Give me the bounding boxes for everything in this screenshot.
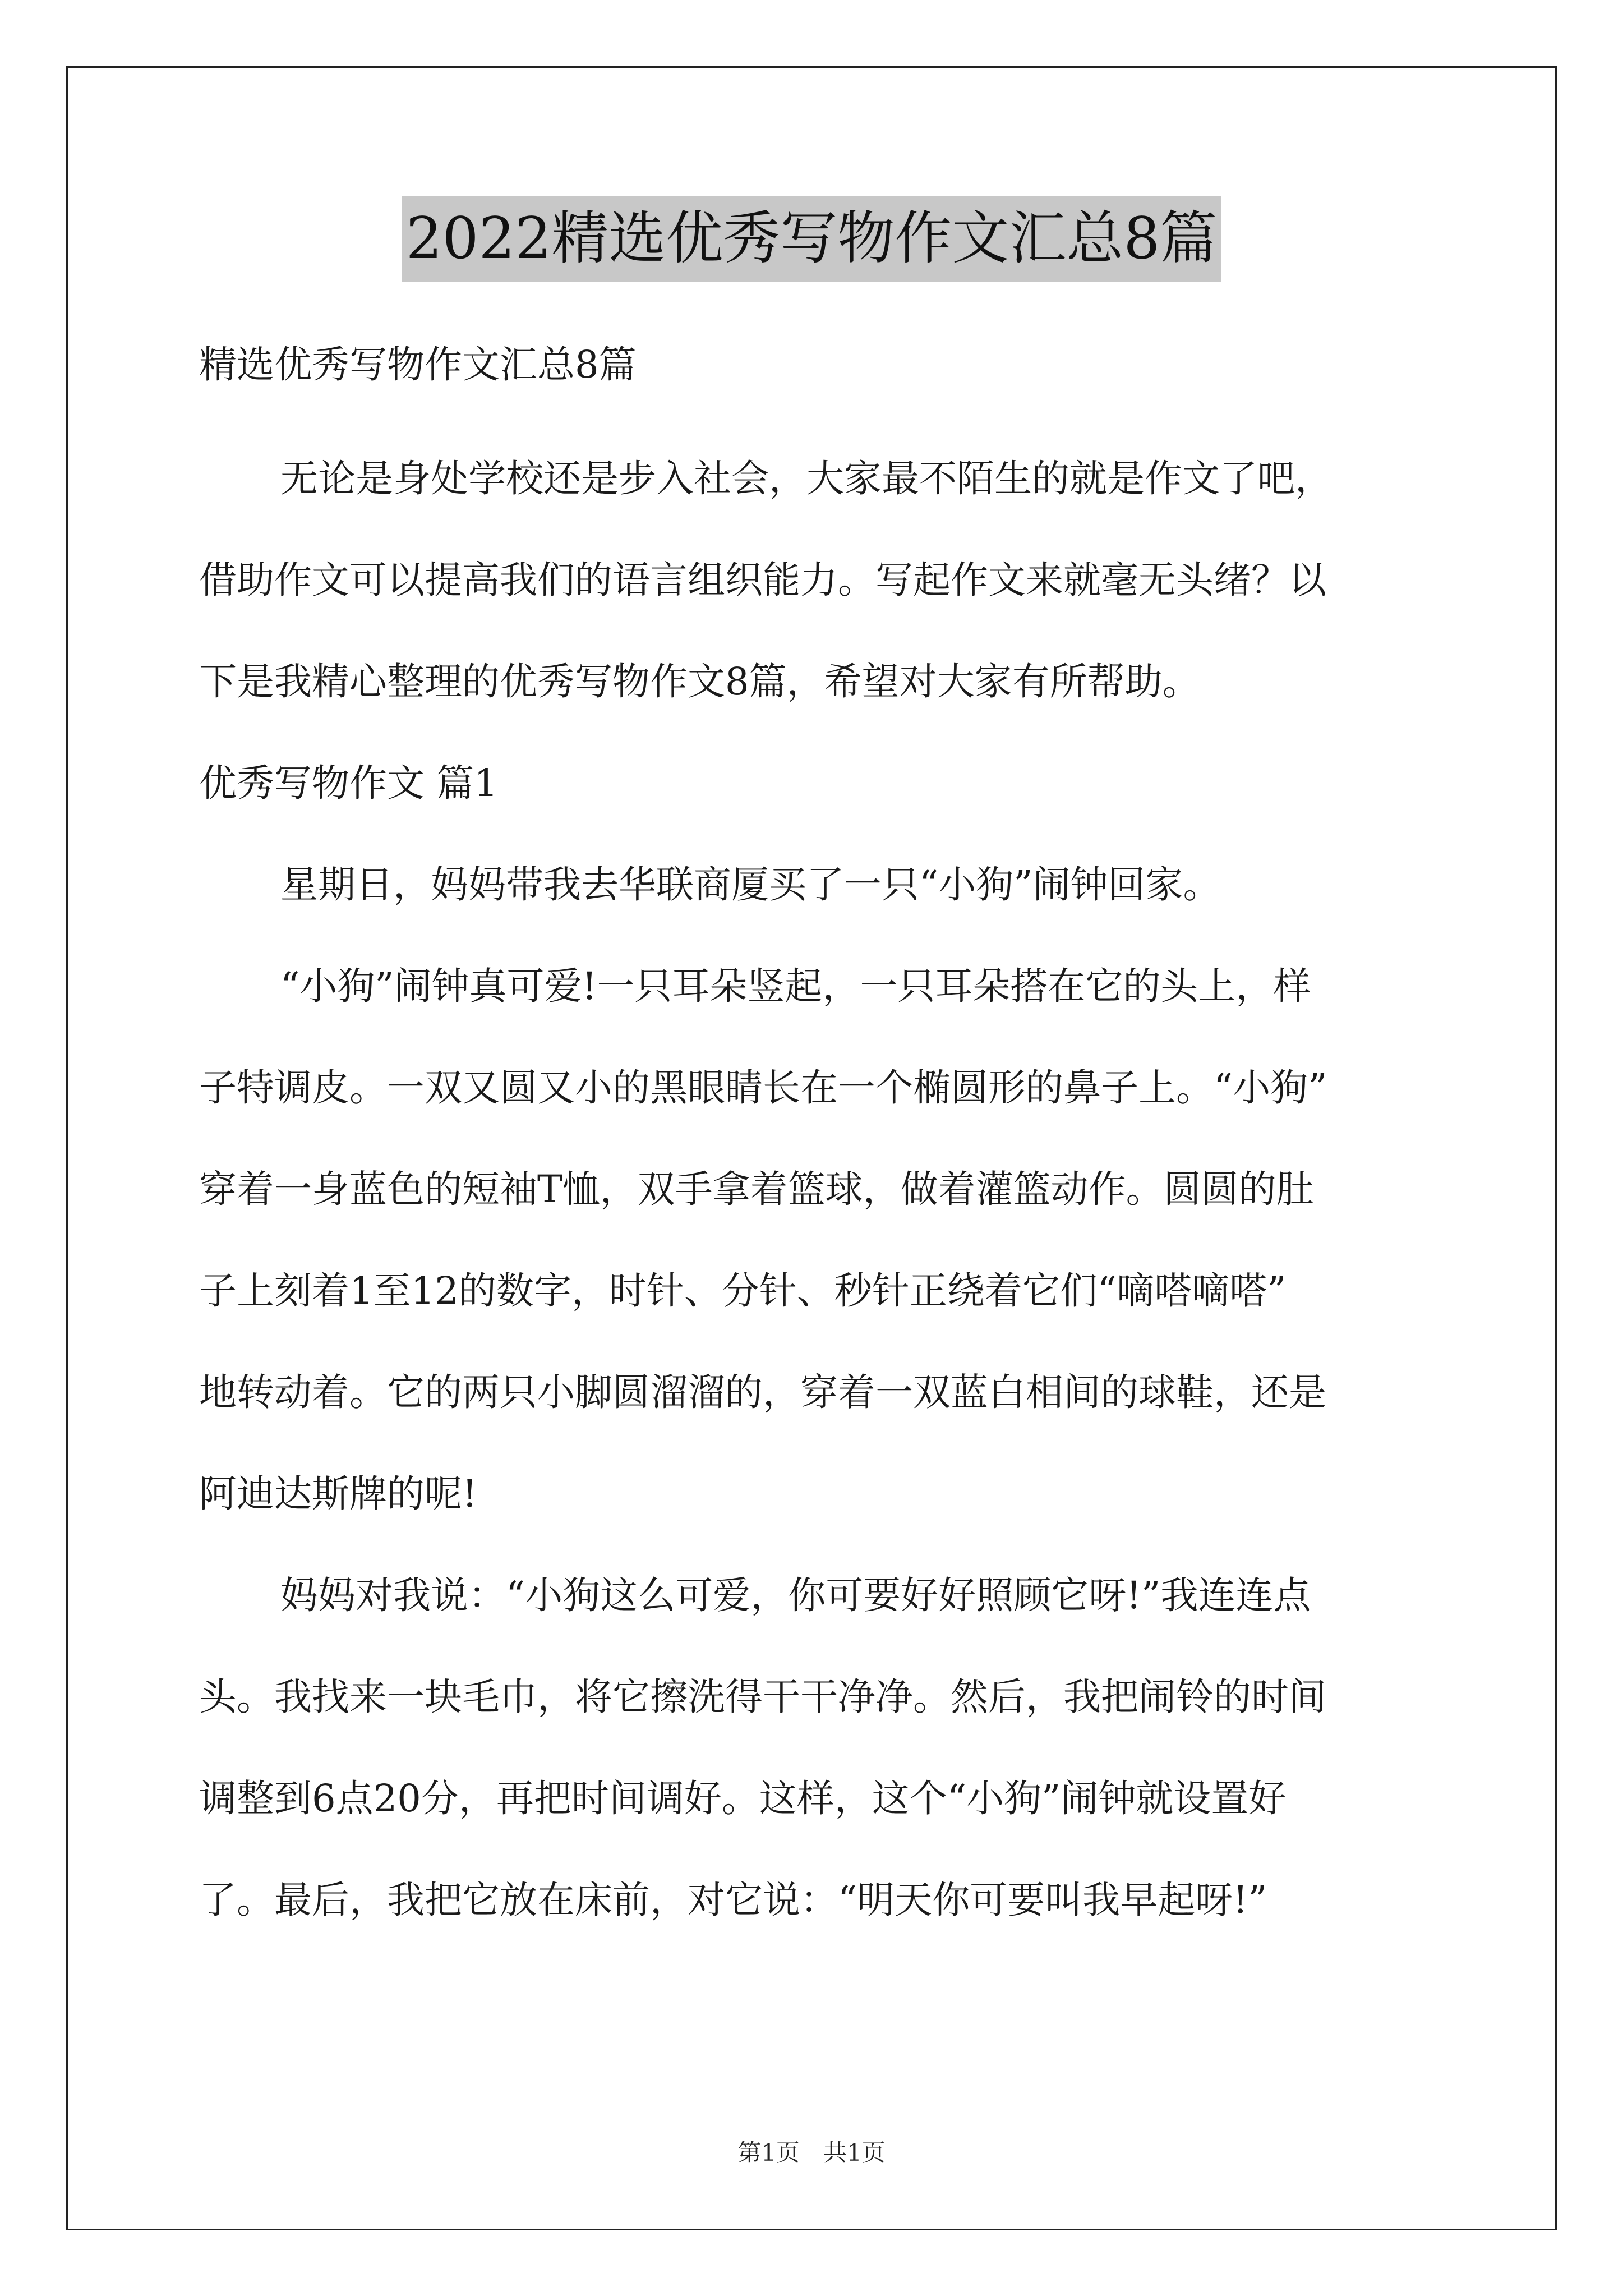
paragraph-line: 地转动着。它的两只小脚圆溜溜的，穿着一双蓝白相间的球鞋，还是 [199, 1370, 1326, 1414]
paragraph-line: 星期日，妈妈带我去华联商厦买了一只“小狗”闹钟回家。 [280, 863, 1221, 907]
paragraph-line: 了。最后，我把它放在床前，对它说：“明天你可要叫我早起呀!” [199, 1878, 1267, 1922]
paragraph-line: 子特调皮。一双又圆又小的黑眼睛长在一个椭圆形的鼻子上。“小狗” [199, 1066, 1327, 1110]
intro-line: 借助作文可以提高我们的语言组织能力。写起作文来就毫无头绪？以 [199, 558, 1326, 602]
paragraph-line: 调整到6点20分，再把时间调好。这样，这个“小狗”闹钟就设置好 [199, 1777, 1287, 1820]
intro-line: 下是我精心整理的优秀写物作文8篇，希望对大家有所帮助。 [199, 660, 1200, 703]
paragraph-line: “小狗”闹钟真可爱!一只耳朵竖起，一只耳朵搭在它的头上，样 [280, 964, 1311, 1008]
paragraph-line: 子上刻着1至12的数字，时针、分针、秒针正绕着它们“嘀嗒嘀嗒” [199, 1269, 1287, 1313]
document-title: 2022精选优秀写物作文汇总8篇 [402, 196, 1221, 282]
subtitle: 精选优秀写物作文汇总8篇 [199, 343, 637, 386]
title-container [0, 196, 1623, 282]
page-footer: 第1页 共1页 [737, 2139, 886, 2166]
paragraph-line: 阿迪达斯牌的呢! [199, 1472, 477, 1516]
section-heading: 优秀写物作文 篇1 [199, 761, 498, 805]
document-body [199, 314, 1433, 1951]
paragraph-line: 穿着一身蓝色的短袖T恤，双手拿着篮球，做着灌篮动作。圆圆的肚 [199, 1167, 1314, 1211]
paragraph-line: 头。我找来一块毛巾，将它擦洗得干干净净。然后，我把闹铃的时间 [199, 1675, 1326, 1719]
intro-line: 无论是身处学校还是步入社会，大家最不陌生的就是作文了吧， [280, 457, 1332, 500]
paragraph-line: 妈妈对我说：“小狗这么可爱，你可要好好照顾它呀!”我连连点 [280, 1573, 1311, 1617]
